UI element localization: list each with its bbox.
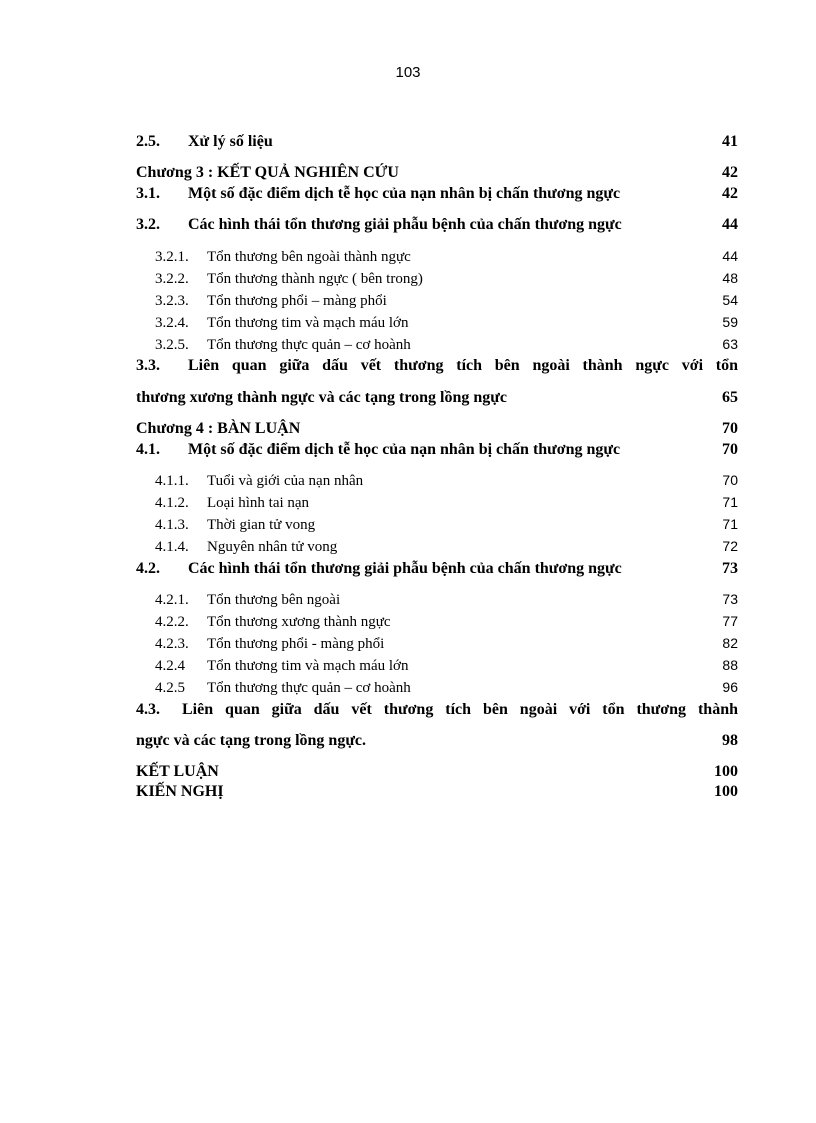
toc-entry-4-1[interactable] <box>136 441 738 463</box>
toc-page: 88 <box>722 657 738 673</box>
toc-page: 41 <box>722 133 738 150</box>
toc-title: Liên quan giữa dấu vết thương tích bên ngoài thành ngực với tổn <box>188 357 738 374</box>
toc-page: 82 <box>722 635 738 651</box>
toc-entry-3-2-4[interactable] <box>136 314 738 336</box>
toc-title: Tổn thương phổi – màng phổi <box>207 293 387 309</box>
toc-title: Chương 4 : BÀN LUẬN <box>136 420 301 437</box>
toc-number: 4.1.1. <box>155 473 189 489</box>
toc-title: Một số đặc điểm dịch tễ học của nạn nhân bị chấn thương ngực <box>188 185 621 202</box>
toc-number: 4.2.4 <box>155 658 185 674</box>
toc-entry-3-2-5[interactable] <box>136 336 738 358</box>
toc-page: 100 <box>714 783 738 800</box>
toc-page: 71 <box>722 516 738 532</box>
toc-page: 44 <box>722 216 738 233</box>
toc-page: 73 <box>722 591 738 607</box>
toc-title: Các hình thái tổn thương giải phẫu bệnh của chấn thương ngực <box>188 560 622 577</box>
toc-entry-4-1-4[interactable] <box>136 538 738 560</box>
toc-number: 3.2.4. <box>155 315 189 331</box>
toc-number: 4.2. <box>136 560 160 577</box>
toc-page: 48 <box>722 270 738 286</box>
toc-page: 44 <box>722 248 738 264</box>
toc-title: Thời gian tử vong <box>207 517 316 533</box>
toc-page: 96 <box>722 679 738 695</box>
toc-entry-3-2-2[interactable] <box>136 270 738 292</box>
toc-entry-3-2[interactable] <box>136 216 738 238</box>
toc-number: 4.1.2. <box>155 495 189 511</box>
toc-number: 4.2.3. <box>155 636 189 652</box>
toc-entry-4-2-4[interactable] <box>136 657 738 679</box>
toc-number: 4.2.2. <box>155 614 189 630</box>
toc-page: 54 <box>722 292 738 308</box>
toc-ket-luan[interactable] <box>136 763 738 785</box>
toc-entry-4-3-line2[interactable] <box>136 732 738 750</box>
toc-entry-2-5[interactable] <box>136 133 738 155</box>
toc-title: Tổn thương thực quản – cơ hoành <box>207 680 411 696</box>
toc-page: 71 <box>722 494 738 510</box>
toc-page: 70 <box>722 441 738 458</box>
toc-entry-3-1[interactable] <box>136 185 738 207</box>
toc-title: Tổn thương thành ngực ( bên trong) <box>207 271 423 287</box>
toc-title: Loại hình tai nạn <box>207 495 310 511</box>
toc-entry-4-1-1[interactable] <box>136 472 738 494</box>
toc-title: KẾT LUẬN <box>136 763 219 780</box>
toc-entry-4-2[interactable] <box>136 560 738 582</box>
toc-title: Các hình thái tổn thương giải phẫu bệnh của chấn thương ngực <box>188 216 622 233</box>
toc-page: 70 <box>722 472 738 488</box>
toc-number: 4.1. <box>136 441 160 458</box>
toc-title-continued: ngực và các tạng trong lồng ngực. <box>136 732 367 749</box>
toc-title: KIẾN NGHỊ <box>136 783 224 800</box>
toc-number: 4.2.1. <box>155 592 189 608</box>
toc-title: Tổn thương thực quản – cơ hoành <box>207 337 411 353</box>
toc-chapter-4[interactable] <box>136 420 738 442</box>
toc-title: Tổn thương tim và mạch máu lớn <box>207 315 409 331</box>
toc-page: 77 <box>722 613 738 629</box>
toc-page: 100 <box>714 763 738 780</box>
toc-page: 72 <box>722 538 738 554</box>
toc-chapter-3[interactable] <box>136 164 738 186</box>
toc-title: Nguyên nhân tử vong <box>207 539 338 555</box>
toc-title: Tổn thương xương thành ngực <box>207 614 391 630</box>
toc-kien-nghi[interactable] <box>136 783 738 805</box>
toc-entry-4-2-3[interactable] <box>136 635 738 657</box>
toc-number: 3.2.3. <box>155 293 189 309</box>
toc-title: Tổn thương bên ngoài thành ngực <box>207 249 411 265</box>
toc-number: 4.1.4. <box>155 539 189 555</box>
toc-title: Xử lý số liệu <box>188 133 273 150</box>
toc-entry-4-1-3[interactable] <box>136 516 738 538</box>
toc-number: 4.1.3. <box>155 517 189 533</box>
toc-entry-3-3-line1[interactable] <box>136 357 738 375</box>
toc-page: 73 <box>722 560 738 577</box>
toc-title: Tổn thương tim và mạch máu lớn <box>207 658 409 674</box>
toc-page: 65 <box>722 389 738 406</box>
toc-entry-4-2-1[interactable] <box>136 591 738 613</box>
toc-title: Một số đặc điểm dịch tễ học của nạn nhân bị chấn thương ngực <box>188 441 621 458</box>
toc-number: 3.2.5. <box>155 337 189 353</box>
toc-entry-3-2-1[interactable] <box>136 248 738 270</box>
toc-page: 59 <box>722 314 738 330</box>
toc-entry-4-2-5[interactable] <box>136 679 738 701</box>
toc-page: 42 <box>722 164 738 181</box>
toc-title: Liên quan giữa dấu vết thương tích bên ngoài với tổn thương thành <box>182 701 738 718</box>
toc-title: Tổn thương phổi - màng phổi <box>207 636 385 652</box>
toc-page: 98 <box>722 732 738 749</box>
toc-title: Chương 3 : KẾT QUẢ NGHIÊN CỨU <box>136 164 399 181</box>
toc-title: Tuổi và giới của nạn nhân <box>207 473 364 489</box>
toc-number: 3.2.1. <box>155 249 189 265</box>
toc-number: 4.3. <box>136 701 160 718</box>
toc-entry-4-1-2[interactable] <box>136 494 738 516</box>
toc-entry-4-3-line1[interactable] <box>136 701 738 719</box>
toc-number: 3.2.2. <box>155 271 189 287</box>
toc-title: Tổn thương bên ngoài <box>207 592 341 608</box>
toc-number: 3.3. <box>136 357 160 374</box>
toc-number: 3.2. <box>136 216 160 233</box>
toc-entry-4-2-2[interactable] <box>136 613 738 635</box>
page-number: 103 <box>395 64 421 81</box>
toc-page: 42 <box>722 185 738 202</box>
toc-entry-3-3-line2[interactable] <box>136 389 738 407</box>
toc-page: 63 <box>722 336 738 352</box>
toc-page: 70 <box>722 420 738 437</box>
toc-number: 4.2.5 <box>155 680 185 696</box>
toc-title-continued: thương xương thành ngực và các tạng trong lồng ngực <box>136 389 507 406</box>
toc-entry-3-2-3[interactable] <box>136 292 738 314</box>
toc-number: 3.1. <box>136 185 160 202</box>
toc-number: 2.5. <box>136 133 160 150</box>
